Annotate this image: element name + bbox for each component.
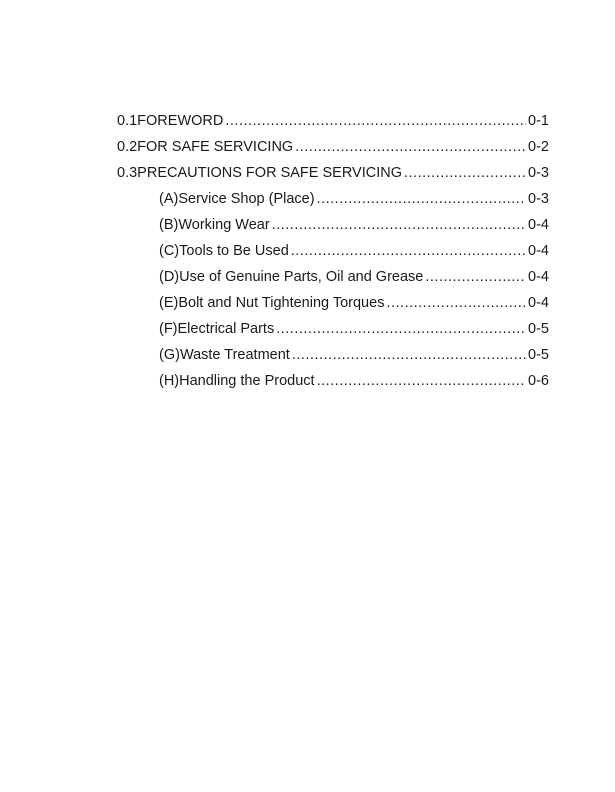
toc-entry-waste-treatment[interactable] [159, 346, 549, 364]
page-number: 0-2 [528, 139, 549, 155]
section-number: 0.1 [117, 113, 138, 129]
dot-leader [404, 164, 526, 182]
subsection-letter: (B) [159, 217, 179, 233]
section-title: FOR SAFE SERVICING [137, 139, 294, 155]
subsection-title: Waste Treatment [179, 347, 290, 363]
section-number: 0.3 [117, 165, 138, 181]
page-number: 0-4 [528, 269, 549, 285]
dot-leader [292, 346, 526, 364]
subsection-title: Service Shop (Place) [178, 191, 315, 207]
dot-leader [386, 294, 526, 312]
toc-entry-electrical-parts[interactable] [159, 320, 549, 338]
dot-leader [291, 242, 526, 260]
page-number: 0-6 [528, 373, 549, 389]
subsection-letter: (H) [159, 373, 180, 389]
subsection-title: Electrical Parts [177, 321, 275, 337]
page-number: 0-5 [528, 347, 549, 363]
dot-leader [317, 372, 526, 390]
page-number: 0-1 [528, 113, 549, 129]
toc-entry-working-wear[interactable] [159, 216, 549, 234]
section-title: PRECAUTIONS FOR SAFE SERVICING [137, 165, 402, 181]
subsection-letter: (F) [159, 321, 178, 337]
dot-leader [276, 320, 526, 338]
subsection-title: Tools to Be Used [179, 243, 289, 259]
page-number: 0-5 [528, 321, 549, 337]
section-title: FOREWORD [137, 113, 224, 129]
dot-leader [425, 268, 526, 286]
dot-leader [295, 138, 526, 156]
subsection-title: Working Wear [178, 217, 270, 233]
toc-entry-service-shop[interactable] [159, 190, 549, 208]
page-number: 0-3 [528, 165, 549, 181]
toc-entry-precautions[interactable] [117, 164, 549, 182]
subsection-letter: (G) [159, 347, 180, 363]
toc-entry-foreword[interactable] [117, 112, 549, 130]
subsection-title: Bolt and Nut Tightening Torques [178, 295, 385, 311]
page-number: 0-4 [528, 295, 549, 311]
page-number: 0-3 [528, 191, 549, 207]
toc-entry-tightening-torques[interactable] [159, 294, 549, 312]
subsection-letter: (A) [159, 191, 179, 207]
toc-entry-for-safe-servicing[interactable] [117, 138, 549, 156]
subsection-title: Use of Genuine Parts, Oil and Grease [179, 269, 424, 285]
subsection-letter: (E) [159, 295, 179, 311]
toc-entry-handling-product[interactable] [159, 372, 549, 390]
dot-leader [317, 190, 526, 208]
toc-entry-tools[interactable] [159, 242, 549, 260]
page-number: 0-4 [528, 217, 549, 233]
toc-entry-genuine-parts[interactable] [159, 268, 549, 286]
subsection-letter: (D) [159, 269, 180, 285]
subsection-letter: (C) [159, 243, 180, 259]
page-number: 0-4 [528, 243, 549, 259]
dot-leader [272, 216, 526, 234]
section-number: 0.2 [117, 139, 138, 155]
dot-leader [225, 112, 526, 130]
subsection-title: Handling the Product [179, 373, 315, 389]
